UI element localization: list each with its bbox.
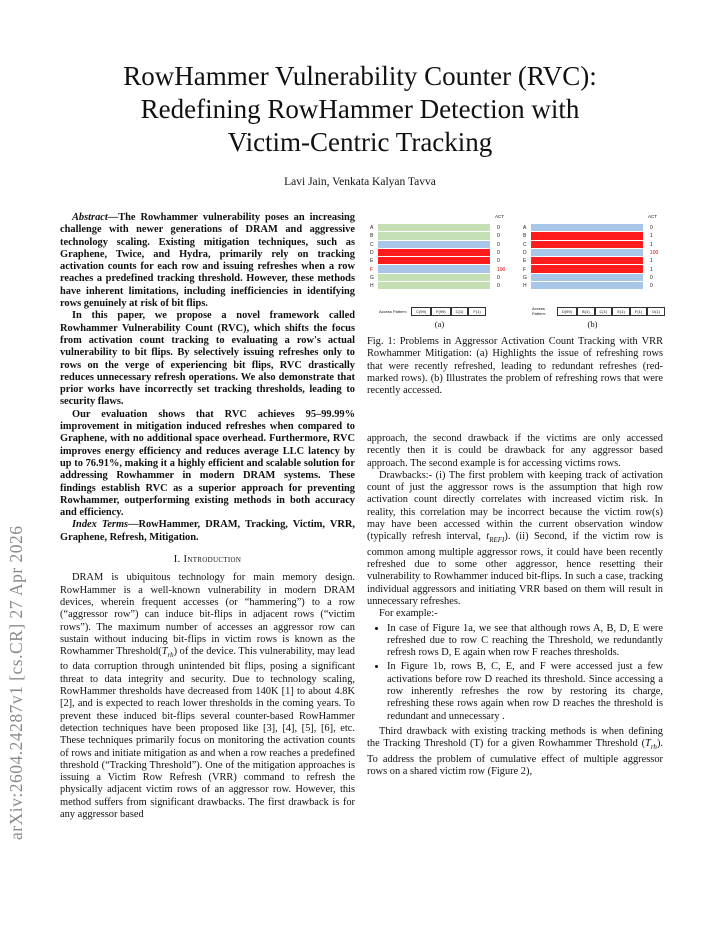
row-label: F xyxy=(523,266,527,273)
arxiv-identifier: arXiv:2604.24287v1 [cs.CR] 27 Apr 2026 xyxy=(6,525,26,840)
act-count: 0 xyxy=(497,225,500,231)
rowhammer-threshold-symbol: $T_{rh}$ xyxy=(645,738,657,752)
figure-caption: Fig. 1: Problems in Aggressor Activation Count Tracking with VRR Rowhammer Mitigation: (a) Highlights the issue of refreshing rows that were recently refreshed, leading to redundant refreshes (red-marked rows). (b) Illustrates the problem of refreshing rows that were recently accessed. xyxy=(367,336,663,397)
index-terms-label: Index Terms xyxy=(72,519,129,531)
dram-row-b xyxy=(378,232,490,240)
access-entry: D(1) xyxy=(647,307,665,316)
abstract-text: The Rowhammer vulnerability poses an increasing challenge with newer generations of DRAM and aggressive technology scaling. Existing mitigation techniques, such as Graphene, Twice, and Hydra, primarily rely on tracking activation counts for each row and issuing refreshes when a row reaches a predefined tracking threshold. However, these methods have inherent limitations, including inefficiencies in identifying rows genuinely at risk of bit flips. xyxy=(60,212,355,310)
dram-row-g xyxy=(531,274,643,282)
dram-row-a xyxy=(378,224,490,232)
title-line: Victim-Centric Tracking xyxy=(227,127,493,157)
row-label: E xyxy=(370,258,374,265)
index-terms-text: RowHammer, DRAM, Tracking, Victim, VRR, Graphene, Refresh, Mitigation. xyxy=(60,519,355,543)
access-entry: E(1) xyxy=(612,307,630,316)
left-column xyxy=(60,212,355,821)
act-count: 0 xyxy=(497,283,500,290)
third-drawback-text-a: Third drawback with existing tracking methods is when defining the Tracking Threshold (T) for a given Rowhammer Threshold ( xyxy=(367,725,663,750)
access-entry: F(1) xyxy=(630,307,647,316)
row-label: G xyxy=(370,274,374,281)
abstract-p1: Abstract—The Rowhammer vulnerability poses an increasing challenge with newer generations of DRAM and aggressive technology scaling. Existing mitigation techniques, such as Graphene, Twice, and Hydra, primarily rely on tracking activation counts for each row and issuing refreshes when a row reaches a predefined tracking threshold. However, these methods have inherent limitations, including inefficiencies in identifying rows genuinely at risk of bit flips. xyxy=(60,212,355,310)
paper-title xyxy=(70,60,650,159)
right-column xyxy=(367,433,663,778)
act-count: 100 xyxy=(497,266,506,273)
right-paragraph-1: approach, the second drawback if the victims are only accessed recently then it is could be drawback for any aggressor based approach. The second example is for accessing victims rows. xyxy=(367,433,663,469)
act-count: 0 xyxy=(497,258,500,265)
act-count: 1 xyxy=(650,233,653,240)
intro-paragraph xyxy=(60,572,355,821)
act-count: 0 xyxy=(497,241,500,248)
dram-row-f xyxy=(531,265,643,273)
dram-row-grid xyxy=(378,224,490,290)
rowhammer-threshold-symbol: $T_{rh}$ xyxy=(161,646,174,660)
drawbacks-text-a: Drawbacks:- (i) The first problem with keeping track of activation count of just the aggressor rows is the assumption that high row activation count directly correlates with increased victim risk. In reality, this correlation may be incorrect because the victim row(s) may have been accessed within the current observation window (typically refresh interval, xyxy=(367,469,663,543)
act-count: 0 xyxy=(650,274,653,281)
example-list xyxy=(367,623,663,723)
figure-panel-b xyxy=(520,214,665,332)
act-count: 0 xyxy=(497,233,500,240)
access-pattern xyxy=(379,307,486,315)
third-drawback-text-b: ). To address the problem of cumulative effect of multiple aggressor rows on a shared victim row (Figure 2), xyxy=(367,738,663,777)
row-label: B xyxy=(370,233,374,240)
section-heading: I. Introduction xyxy=(173,554,242,566)
row-label: D xyxy=(523,249,527,256)
row-label: F xyxy=(370,266,374,273)
act-count: 0 xyxy=(497,249,500,256)
access-pattern xyxy=(532,307,665,315)
dram-row-e xyxy=(531,257,643,265)
index-terms: Index Terms—RowHammer, DRAM, Tracking, Victim, VRR, Graphene, Refresh, Mitigation. xyxy=(60,519,355,543)
row-label: C xyxy=(370,241,374,248)
access-entry: B(1) xyxy=(577,307,595,316)
dram-row-c xyxy=(531,241,643,249)
access-entry: C(1) xyxy=(595,307,613,316)
dram-row-f xyxy=(378,265,490,273)
access-entry: C(1) xyxy=(451,307,469,316)
trefi-symbol: $t_{REFI}$ xyxy=(486,531,505,545)
figure-1 xyxy=(367,214,667,332)
title-line: Redefining RowHammer Detection with xyxy=(140,94,580,124)
access-entry: C(99) xyxy=(411,307,431,316)
row-label: D xyxy=(370,249,374,256)
dram-row-d xyxy=(531,249,643,257)
dram-row-g xyxy=(378,274,490,282)
dram-row-grid xyxy=(531,224,643,290)
access-pattern-label: Access Pattern: xyxy=(379,308,408,314)
drawbacks-paragraph xyxy=(367,470,663,608)
dram-row-e xyxy=(378,257,490,265)
dram-row-a xyxy=(531,224,643,232)
act-column-label: ACT xyxy=(648,214,657,219)
example-intro: For example:- xyxy=(379,608,438,620)
panel-label: (a) xyxy=(434,319,445,329)
intro-text-b: ) of the device. This vulnerability, may lead to data corruption through unintended bit flips, posing a significant threat to data integrity and security. Due to technology scaling, RowHammer thresholds have decreased from 140K [1] to about 4.8K [2], and is expected to reach lower thresholds in the coming years. To prevent these induced bit-flips several counter-based RowHammer detection techniques have been proposed like [3], [4], [5], [6], etc. These techniques primarily focus on monitoring the activation counts of rows and initiate mitigation as and when a row reaches a predefined threshold (“Tracking Threshold”). One of the mitigation approaches is issuing a Victim Row Refresh (VRR) command to refresh the physically adjacent victim rows of an aggressor row. However, this method suffers from significant drawbacks. The first drawback is for any aggressor based xyxy=(60,646,355,821)
row-label: H xyxy=(370,283,374,290)
access-pattern-label: Access Pattern: xyxy=(532,306,547,316)
act-count: 0 xyxy=(497,274,500,281)
access-entry: F(1) xyxy=(468,307,485,316)
abstract-p3: Our evaluation shows that RVC achieves 95–99.99% improvement in mitigation induced refreshes when compared to Graphene, with no additional space overhead. Furthermore, RVC improves energy efficiency and reduces average LLC latency by up to 76.91%, making it a highly efficient and scalable solution for addressing Rowhammer in modern DRAM systems. These findings establish RVC as a superior approach for preventing Rowhammer, outperforming existing methods in both accuracy and efficiency. xyxy=(60,408,355,519)
row-label: H xyxy=(523,283,527,290)
row-label: B xyxy=(523,233,527,240)
dram-row-h xyxy=(531,282,643,290)
dram-row-d xyxy=(378,249,490,257)
dram-row-h xyxy=(378,282,490,290)
dram-row-b xyxy=(531,232,643,240)
act-count: 0 xyxy=(650,225,653,231)
authors: Lavi Jain, Venkata Kalyan Tavva xyxy=(284,176,436,188)
row-label: A xyxy=(370,225,374,231)
row-label: A xyxy=(523,225,527,231)
row-label: C xyxy=(523,241,527,248)
list-item: • In case of Figure 1a, we see that although rows A, B, D, E were refreshed due to row C reaching the Threshold, we redundantly refresh rows D, E again when row F reaches thresholds. xyxy=(387,623,663,660)
access-entry: D(99) xyxy=(557,307,577,316)
intro-text-a: DRAM is ubiquitous technology for main memory design. RowHammer is a well-known vulnerability in modern DRAM devices, wherein frequent accesses (or “hammering”) to a row (“aggressor row”) can induce bit-flips in adjacent rows (“victim rows”). The maximum number of accesses an aggressor row can sustain without inducing bit-flips in victim rows is known as the Rowhammer Threshold( xyxy=(60,572,355,658)
abstract-p2: In this paper, we propose a novel framework called Rowhammer Vulnerability Count (RVC), which shifts the focus from activation count tracking to evaluating a row's actual vulnerability to bit flips. By selectively issuing refreshes only to rows on the verge of experiencing bit flips, RVC drastically reduces unnecessary refresh operations. We also demonstrate that prior works have incorrectly set tracking thresholds, leading to security flaws. xyxy=(60,310,355,408)
act-count: 0 xyxy=(650,283,653,290)
row-label: E xyxy=(523,258,527,265)
act-count: 100 xyxy=(650,249,659,256)
title-line: RowHammer Vulnerability Counter (RVC): xyxy=(123,61,597,91)
drawbacks-text-b: ). (ii) Second, if the victim row is common among multiple aggressor rows, it could have been recently refreshed due to some other aggressor, hence resetting their vulnerability to Rowhammer induced bit-flips. In such a case, tracking individual aggressors and initiating VRR based on them will result in unnecessary refreshes. xyxy=(367,531,663,607)
panel-label: (b) xyxy=(587,319,598,329)
dram-row-c xyxy=(378,241,490,249)
act-count: 1 xyxy=(650,266,653,273)
act-count: 1 xyxy=(650,258,653,265)
access-entry: F(99) xyxy=(431,307,451,316)
row-label: G xyxy=(523,274,527,281)
figure-panel-a xyxy=(367,214,512,332)
act-count: 1 xyxy=(650,241,653,248)
third-drawback-paragraph xyxy=(367,726,663,778)
act-column-label: ACT xyxy=(495,214,504,219)
list-item: • In Figure 1b, rows B, C, E, and F were accessed just a few activations before row D reached its threshold. Since accessing a row inherently refreshes the row by restoring its charge, refreshing these rows again when row D reaches the threshold is redundant and unnecessary . xyxy=(387,661,663,722)
abstract-label: Abstract xyxy=(72,212,108,223)
